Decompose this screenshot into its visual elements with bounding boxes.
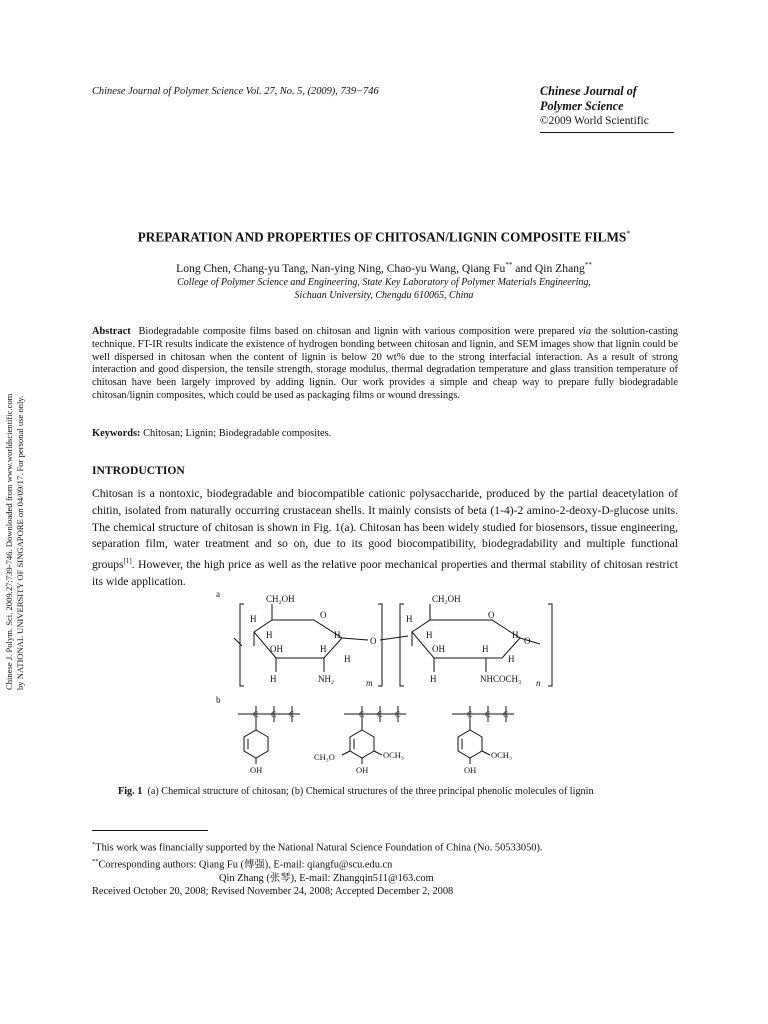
bond-end-left (234, 638, 242, 646)
author-mark-2: ** (584, 261, 592, 269)
intro-part1: Chitosan is a nontoxic, biodegradable and biocompatible cationic polysaccharide, produced by the partial deacetylation of chitin, isolated from naturally occurring crustacean shells. It mainly consists of beta (1-4)-2 amino-2-deoxy-D-glucose units. The chemical structure of chitosan is shown in Fig. 1(a). Chitosan has been widely studied for biosensors, tissue engineering, separation film, water treatment and so on, due to its good biocompatibility, biodegradability and multiple functional groups (92, 487, 678, 572)
o-label-1: O (320, 610, 327, 620)
figure-chemical-structures (196, 588, 556, 778)
introduction-text (92, 486, 678, 591)
nh2-label: NH₂ (318, 674, 335, 684)
affiliation-line1: College of Polymer Science and Engineering, State Key Laboratory of Polymer Materials Engineering, (177, 277, 591, 288)
affiliation (0, 277, 768, 302)
author-list (0, 261, 768, 275)
bracket-m-right (378, 604, 382, 686)
journal-copyright: ©2009 World Scientific (540, 115, 649, 127)
h-label-2: H (266, 630, 273, 640)
side-download-note (4, 394, 26, 690)
running-header: Chinese Journal of Polymer Science Vol. 27, No. 5, (2009), 739−746 (92, 86, 379, 97)
bracket-n-left (400, 604, 404, 686)
journal-title-line1: Chinese Journal of (540, 84, 637, 98)
n-subscript: n (536, 678, 541, 688)
introduction-heading: INTRODUCTION (92, 464, 185, 477)
h-label-10: H (482, 644, 489, 654)
side-note-line2: by NATIONAL UNIVERSITY OF SINGAPORE on 04/09/17. For personal use only. (15, 395, 25, 690)
c-label-7: C (467, 709, 473, 719)
oh-label-2: OH (432, 644, 445, 654)
affiliation-line2: Sichuan University, Chengdu 610065, China (294, 289, 474, 301)
abstract-text-1: Biodegradable composite films based on chitosan and lignin with various composition were prepared (138, 326, 579, 337)
footnote-mark-1: * (92, 841, 96, 848)
footnote-mark-2: ** (92, 857, 99, 865)
ch2oh-1: CH₂OH (266, 594, 295, 604)
author-last: and Qin Zhang (512, 261, 585, 275)
paper-title (0, 229, 768, 245)
c-label-9: C (503, 709, 509, 719)
och3-left-label: CH₃O (314, 752, 335, 762)
footnote-corresponding-2: Qin Zhang (张琴), E-mail: Zhangqin511@163.com (219, 872, 434, 884)
h-label-9: H (512, 630, 519, 640)
c-label-3: C (289, 709, 295, 719)
journal-title-line2: Polymer Science (540, 99, 624, 113)
oh-lignin-2: OH (356, 765, 369, 775)
keywords (92, 428, 678, 439)
o-bridge: O (370, 636, 377, 646)
abstract (92, 326, 678, 403)
oh-label-1: OH (270, 644, 283, 654)
bond-glycosidic-2 (380, 636, 408, 640)
title-footnote-mark: * (626, 229, 631, 238)
c-label-4: C (359, 709, 365, 719)
oh-lignin-1: OH (250, 765, 263, 775)
h-label-4: H (320, 644, 327, 654)
c-label-2: C (271, 709, 277, 719)
caption-label: Fig. 1 (118, 786, 143, 797)
h-label-7: H (406, 614, 413, 624)
h-label-3: H (334, 630, 341, 640)
h-label-8: H (426, 630, 433, 640)
abstract-label: Abstract (92, 326, 131, 337)
bond-glycosidic-1 (342, 638, 368, 640)
ch2oh-2: CH₂OH (432, 594, 461, 604)
c-label-5: C (377, 709, 383, 719)
panel-b-label: b (216, 695, 221, 705)
intro-part2: . However, the high price as well as the relative poor mechanical properties and thermal stability of chitosan restrict its wide application. (92, 558, 678, 588)
intro-ref: [1] (123, 557, 132, 566)
h-label-5: H (344, 654, 351, 664)
h-label-11: H (508, 654, 515, 664)
panel-a-label: a (216, 589, 220, 599)
footnotes (92, 838, 692, 899)
footnote-funding (92, 838, 692, 855)
journal-box (540, 84, 674, 133)
och3-right-label-1: OCH₃ (383, 750, 404, 760)
m-subscript: m (366, 678, 373, 688)
abstract-text-2: the solution-casting technique. FT-IR results indicate the existence of hydrogen bonding between chitosan and lignin, and SEM images show that lignin could be well dispersed in chitosan when the content of lignin is below 20 wt% due to the strong interfacial interaction. As a result of strong interaction and good dispersion, the tensile strength, storage modulus, thermal degradation temperature and glass transition temperature of chitosan have been largely improved by adding lignin. Our work provides a simple and cheap way to prepare fully biodegradable chitosan/lignin composites, which could be used as packaging films or wound dressings. (92, 326, 678, 401)
footnote-received: Received October 20, 2008; Revised November 24, 2008; Accepted December 2, 2008 (92, 886, 454, 898)
h-label-1: H (250, 614, 257, 624)
h-label-12: H (430, 674, 437, 684)
keywords-text: Chitosan; Lignin; Biodegradable composites. (143, 428, 332, 439)
footnote-corresponding-text: Corresponding authors: Qiang Fu (傅强), E-mail: qiangfu@scu.edu.cn (98, 859, 393, 871)
keywords-label: Keywords: (92, 428, 141, 439)
o-end: O (524, 636, 531, 646)
footnote-corresponding (92, 855, 692, 872)
nhcoch3-label: NHCOCH₃ (480, 674, 522, 684)
footnote-rule (92, 830, 208, 831)
figure-caption (118, 786, 594, 797)
side-note-line1: Chinese J. Polym. Sci. 2009.27:739-746. Downloaded from www.worldscientific.com (4, 393, 14, 690)
o-label-2: O (488, 610, 495, 620)
c-label-1: C (253, 709, 259, 719)
h-label-6: H (270, 674, 277, 684)
caption-text: (a) Chemical structure of chitosan; (b) Chemical structures of the three principal phenolic molecules of lignin (147, 786, 594, 797)
oh-lignin-3: OH (464, 765, 477, 775)
c-label-8: C (485, 709, 491, 719)
abstract-via: via (578, 326, 592, 337)
author-names: Long Chen, Chang-yu Tang, Nan-ying Ning, Chao-yu Wang, Qiang Fu (176, 261, 506, 275)
paper-title-text: PREPARATION AND PROPERTIES OF CHITOSAN/LIGNIN COMPOSITE FILMS (137, 229, 627, 245)
author-mark-1: ** (505, 261, 513, 269)
bracket-n-right (548, 604, 552, 686)
och3-right-label-2: OCH₃ (491, 750, 512, 760)
footnote-funding-text: This work was financially supported by the National Natural Science Foundation of China (No. 50533050). (95, 842, 543, 854)
c-label-6: C (395, 709, 401, 719)
